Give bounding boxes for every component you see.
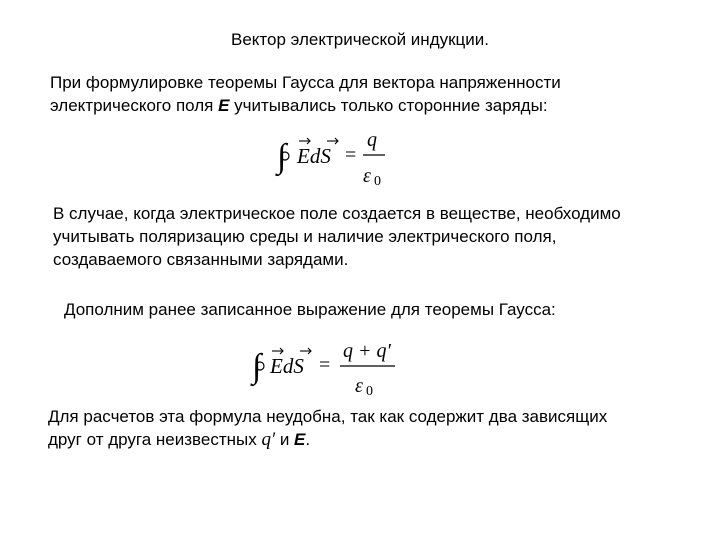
paragraph-line: создаваемого связанными зарядами. bbox=[53, 250, 349, 269]
numerator-q: q bbox=[367, 129, 377, 151]
numerator-q-plus-q-prime: q + q′ bbox=[343, 340, 391, 362]
denominator-epsilon: ε bbox=[355, 375, 363, 397]
contour-integral-sign: ∫ bbox=[252, 348, 262, 385]
text-span: и bbox=[275, 430, 295, 449]
equals-sign: = bbox=[319, 354, 331, 376]
text-span: . bbox=[305, 430, 311, 449]
variable-e: E bbox=[218, 96, 230, 115]
paragraph-line bbox=[50, 94, 690, 117]
equals-sign: = bbox=[345, 144, 357, 166]
paragraph-extend: Дополним ранее записанное выражение для теоремы Гаусса: bbox=[64, 300, 556, 319]
paragraph-line: В случае, когда электрическое поле создается в веществе, необходимо bbox=[53, 204, 621, 223]
integrand: EdS bbox=[297, 144, 331, 168]
paragraph-conclusion bbox=[48, 405, 708, 451]
denominator-epsilon: ε bbox=[363, 165, 371, 187]
contour-integral-sign: ∫ bbox=[277, 138, 287, 175]
slide-title: Вектор электрической индукции. bbox=[231, 30, 489, 49]
denominator-subscript: 0 bbox=[366, 384, 373, 399]
denominator-subscript: 0 bbox=[374, 174, 381, 189]
integrand: EdS bbox=[270, 354, 304, 378]
variable-e: E bbox=[294, 430, 306, 449]
formula-gauss-extended bbox=[250, 337, 420, 401]
paragraph-polarization bbox=[53, 202, 693, 271]
paragraph-line: При формулировке теоремы Гаусса для вектора напряженности bbox=[50, 73, 561, 92]
paragraph-line: Для расчетов эта формула неудобна, так как содержит два зависящих bbox=[48, 407, 608, 426]
paragraph-gauss-intro bbox=[50, 71, 690, 117]
paragraph-line bbox=[48, 428, 708, 451]
text-span: учитывались только сторонние заряды: bbox=[229, 96, 548, 115]
variable-q-prime: q′ bbox=[261, 429, 276, 450]
formula-gauss-e bbox=[275, 124, 405, 194]
text-span: друг от друга неизвестных bbox=[48, 430, 262, 449]
text-span: электрического поля bbox=[50, 96, 219, 115]
paragraph-line: учитывать поляризацию среды и наличие электрического поля, bbox=[53, 227, 557, 246]
